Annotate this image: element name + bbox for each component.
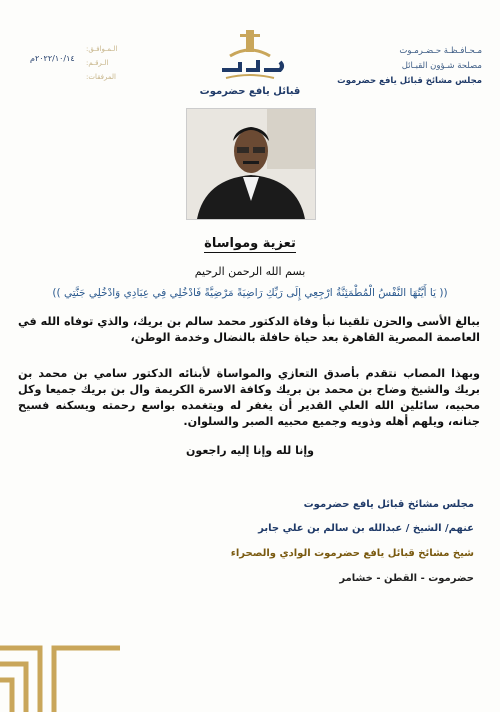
corner-decoration bbox=[0, 618, 120, 712]
signature-location: حضرموت - القطن - خشامر bbox=[339, 573, 474, 584]
logo-caption: قبائل يافع حضرموت bbox=[199, 86, 301, 97]
paragraph-condolences: وبهذا المصاب نتقدم بأصدق التعازي والمواساة لأبنائه الدكتور سامي بن محمد بن بريك والشيخ وضاح بن محمد بن بريك وكافة الاسرة الكريمة وال بن بريك جميعا وكل محبيه، سائلين الله العلي القدير أن يغفر له ويتغمده بواسع رحمته ويسكنه فسيح جنانه، ويلهم أهله وذويه وجميع محبيه الصبر والسلوان. bbox=[18, 367, 480, 428]
letter-date: ٢٠٢٢/١٠/١٤م bbox=[30, 54, 75, 63]
closing-phrase: وإنا لله وإنا إليه راجعون bbox=[186, 444, 314, 457]
quran-verse: (( يَا أَيَّتُهَا النَّفْسُ الْمُطْمَئِنَّةُ ارْجِعِي إِلَى رَبِّكِ رَاضِيَةً مَرْضِيَّةً فَادْخُلِي فِي عِبَادِي وَادْخُلِي جَنَّتِي )) bbox=[52, 287, 448, 299]
governorate-line: مـحـافـظـة حـضـرمـوت bbox=[399, 46, 482, 56]
document-title: تعزية ومواساة bbox=[204, 236, 296, 251]
signature-title: شيخ مشائخ قبائل يافع حضرموت الوادي والصحراء bbox=[230, 548, 474, 559]
portrait-photo bbox=[186, 108, 316, 220]
tribal-affairs-line: مصلحة شـؤون القبـائل bbox=[401, 61, 482, 71]
date-label: الـمـوافـق: bbox=[86, 45, 118, 53]
paragraph-announcement: ببالغ الأسى والحزن تلقينا نبأ وفاة الدكتور محمد سالم بن بريك، والذي توفاه الله في العاصمة المصرية القاهرة بعد حياة حافلة بالنضال وخدمة الوطن، bbox=[18, 315, 480, 344]
signature-council: مجلس مشائخ قبائل يافع حضرموت bbox=[303, 499, 474, 510]
attachments-label: المرفقات: bbox=[86, 73, 116, 81]
signature-name: عنهم/ الشيخ / عبدالله بن سالم بن علي جابر bbox=[258, 523, 474, 534]
number-label: الـرقـم: bbox=[86, 59, 109, 67]
basmala: بسم الله الرحمن الرحيم bbox=[194, 265, 306, 278]
council-line: مجلس مشائخ قبائل يافع حضرموت bbox=[337, 76, 482, 86]
letterhead-authority bbox=[337, 44, 482, 89]
